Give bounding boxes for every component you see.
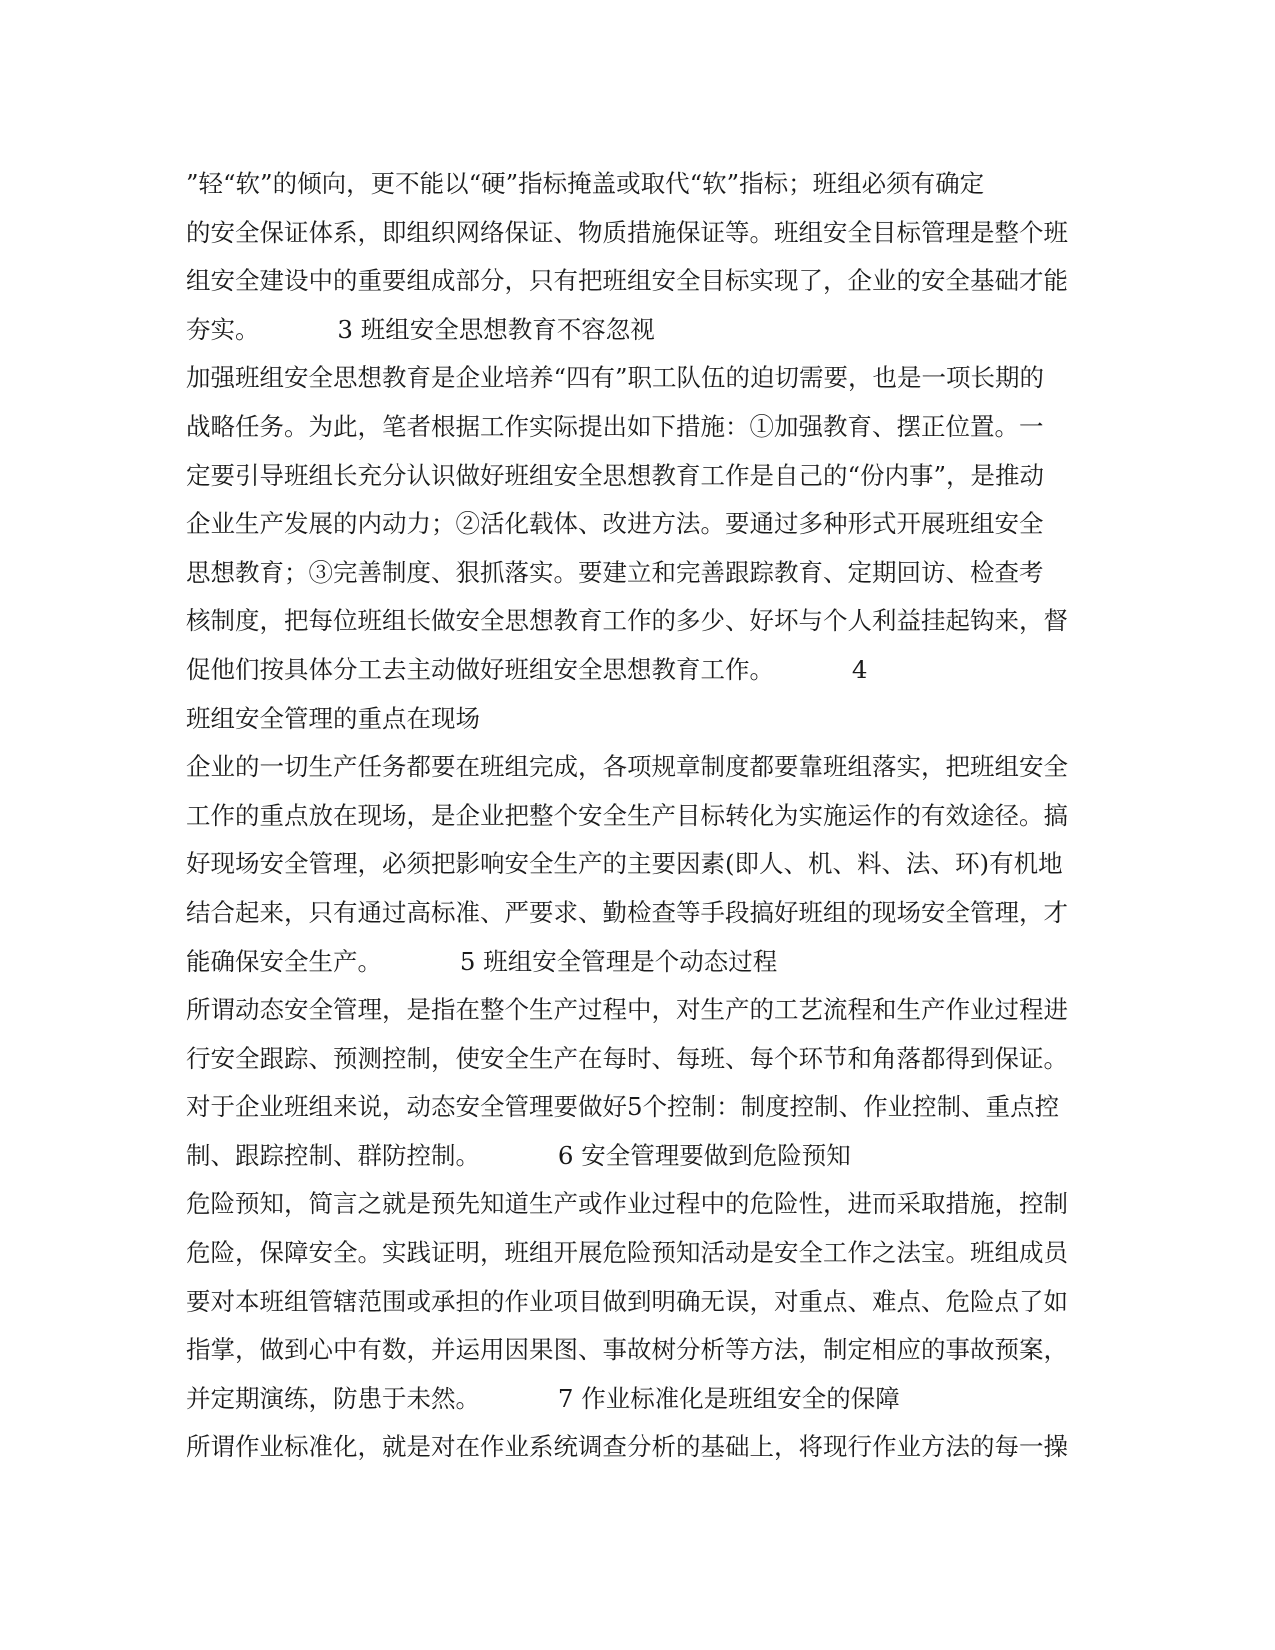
text-line: 思想教育；③完善制度、狠抓落实。要建立和完善跟踪教育、定期回访、检查考 [186, 557, 1044, 587]
section-heading-line: 夯实。 3 班组安全思想教育不容忽视 [186, 314, 655, 344]
text-line: 工作的重点放在现场，是企业把整个安全生产目标转化为实施运作的有效途径。搞 [186, 800, 1068, 830]
text-line: 危险预知，简言之就是预先知道生产或作业过程中的危险性，进而采取措施，控制 [186, 1189, 1068, 1219]
text-line: ”轻“软”的倾向，更不能以“硬”指标掩盖或取代“软”指标；班组必须有确定 [186, 169, 985, 198]
text-line: 所谓动态安全管理，是指在整个生产过程中，对生产的工艺流程和生产作业过程进 [186, 995, 1068, 1025]
section-heading-line: 能确保安全生产。 5 班组安全管理是个动态过程 [186, 946, 778, 976]
text-line: 结合起来，只有通过高标准、严要求、勤检查等手段搞好班组的现场安全管理，才 [186, 897, 1068, 927]
text-line: 要对本班组管辖范围或承担的作业项目做到明确无误，对重点、难点、危险点了如 [186, 1286, 1068, 1316]
text-line: 的安全保证体系，即组织网络保证、物质措施保证等。班组安全目标管理是整个班 [186, 217, 1068, 247]
text-line: 行安全跟踪、预测控制，使安全生产在每时、每班、每个环节和角落都得到保证。 [186, 1043, 1068, 1073]
text-line: 组安全建设中的重要组成部分，只有把班组安全目标实现了，企业的安全基础才能 [186, 266, 1068, 296]
text-line: 加强班组安全思想教育是企业培养“四有”职工队伍的迫切需要，也是一项长期的 [186, 363, 1045, 393]
text-line: 战略任务。为此，笔者根据工作实际提出如下措施：①加强教育、摆正位置。一 [186, 411, 1044, 441]
text-line: 危险，保障安全。实践证明，班组开展危险预知活动是安全工作之法宝。班组成员 [186, 1238, 1068, 1268]
text-line: 好现场安全管理，必须把影响安全生产的主要因素(即人、机、料、法、环)有机地 [186, 849, 1063, 879]
text-line: 指掌，做到心中有数，并运用因果图、事故树分析等方法，制定相应的事故预案， [186, 1335, 1068, 1365]
section-heading: 班组安全管理的重点在现场 [186, 703, 480, 733]
section-heading-line: 制、跟踪控制、群防控制。 6 安全管理要做到危险预知 [186, 1140, 851, 1170]
text-line: 核制度，把每位班组长做安全思想教育工作的多少、好坏与个人利益挂起钩来，督 [186, 606, 1068, 636]
text-line: 企业生产发展的内动力；②活化载体、改进方法。要通过多种形式开展班组安全 [186, 509, 1044, 539]
section-heading-line: 促他们按具体分工去主动做好班组安全思想教育工作。 4 [186, 654, 868, 684]
body-text [186, 160, 1091, 1472]
text-line: 定要引导班组长充分认识做好班组安全思想教育工作是自己的“份内事”，是推动 [186, 460, 1045, 490]
section-heading-line: 并定期演练，防患于未然。 7 作业标准化是班组安全的保障 [186, 1383, 900, 1413]
text-line: 所谓作业标准化，就是对在作业系统调查分析的基础上，将现行作业方法的每一操 [186, 1432, 1068, 1462]
text-line: 企业的一切生产任务都要在班组完成，各项规章制度都要靠班组落实，把班组安全 [186, 752, 1068, 782]
text-line: 对于企业班组来说，动态安全管理要做好5个控制：制度控制、作业控制、重点控 [186, 1092, 1060, 1122]
